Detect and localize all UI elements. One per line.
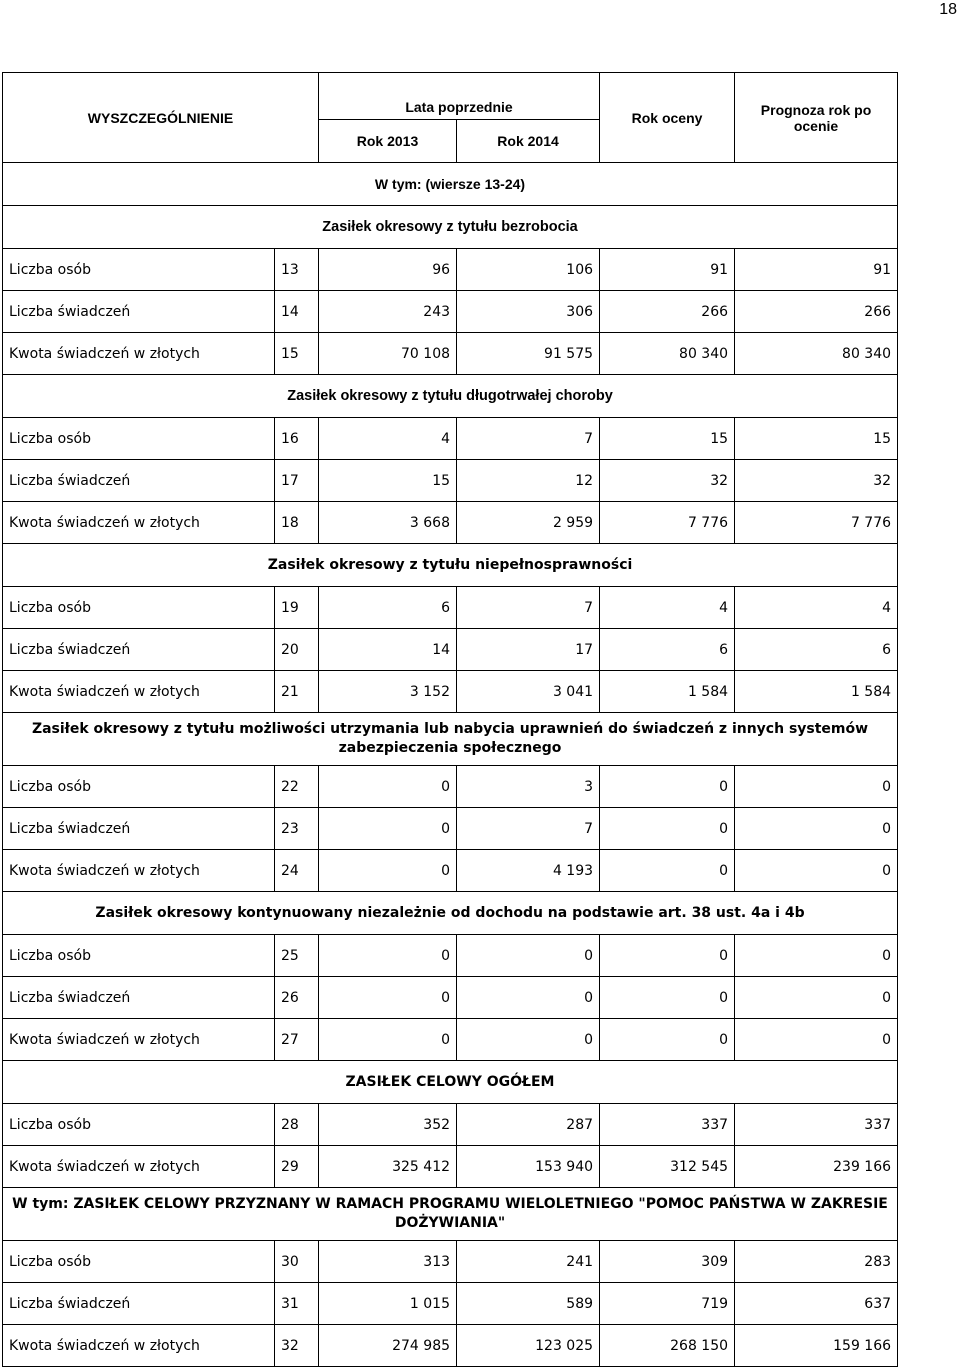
- table-row: [3, 1146, 898, 1188]
- value-2014: 306: [457, 291, 600, 333]
- value-2013: 325 412: [319, 1146, 457, 1188]
- row-number: 30: [275, 1241, 319, 1283]
- value-assessment-year: 15: [600, 418, 735, 460]
- row-number: 17: [275, 460, 319, 502]
- subheader-row: [3, 163, 898, 206]
- value-2014: 7: [457, 587, 600, 629]
- value-assessment-year: 0: [600, 977, 735, 1019]
- row-label: Kwota świadczeń w złotych: [3, 1325, 275, 1367]
- value-2013: 15: [319, 460, 457, 502]
- value-forecast: 4: [735, 587, 898, 629]
- row-number: 15: [275, 333, 319, 375]
- value-assessment-year: 6: [600, 629, 735, 671]
- row-number: 27: [275, 1019, 319, 1061]
- section-title: Zasiłek okresowy kontynuowany niezależnie od dochodu na podstawie art. 38 ust. 4a i 4b: [3, 892, 898, 935]
- section-title: Zasiłek okresowy z tytułu długotrwałej choroby: [3, 375, 898, 418]
- year-2014-header: Rok 2014: [457, 120, 600, 163]
- value-assessment-year: 719: [600, 1283, 735, 1325]
- forecast-header: Prognoza rok po ocenie: [735, 73, 898, 163]
- section-row: [3, 1061, 898, 1104]
- value-forecast: 0: [735, 977, 898, 1019]
- value-assessment-year: 4: [600, 587, 735, 629]
- table-row: [3, 1283, 898, 1325]
- row-label: Kwota świadczeń w złotych: [3, 502, 275, 544]
- section-title: Zasiłek okresowy z tytułu bezrobocia: [3, 206, 898, 249]
- row-label: Liczba osób: [3, 418, 275, 460]
- value-assessment-year: 1 584: [600, 671, 735, 713]
- row-label: Liczba świadczeń: [3, 808, 275, 850]
- value-2013: 274 985: [319, 1325, 457, 1367]
- row-label: Liczba świadczeń: [3, 1283, 275, 1325]
- value-2014: 123 025: [457, 1325, 600, 1367]
- section-title: Zasiłek okresowy z tytułu niepełnosprawności: [3, 544, 898, 587]
- section-row: [3, 375, 898, 418]
- table-row: [3, 935, 898, 977]
- value-2013: 96: [319, 249, 457, 291]
- value-assessment-year: 268 150: [600, 1325, 735, 1367]
- row-label: Liczba osób: [3, 587, 275, 629]
- table-row: [3, 1104, 898, 1146]
- section-title: Zasiłek okresowy z tytułu możliwości utrzymania lub nabycia uprawnień do świadczeń z innych systemów zabezpieczenia społecznego: [3, 713, 898, 766]
- value-assessment-year: 7 776: [600, 502, 735, 544]
- row-number: 25: [275, 935, 319, 977]
- value-2014: 241: [457, 1241, 600, 1283]
- value-2014: 0: [457, 977, 600, 1019]
- value-2013: 14: [319, 629, 457, 671]
- value-forecast: 0: [735, 808, 898, 850]
- table-row: [3, 977, 898, 1019]
- row-number: 22: [275, 766, 319, 808]
- value-2013: 0: [319, 1019, 457, 1061]
- value-forecast: 7 776: [735, 502, 898, 544]
- value-forecast: 266: [735, 291, 898, 333]
- value-2013: 3 668: [319, 502, 457, 544]
- value-2014: 91 575: [457, 333, 600, 375]
- table-row: [3, 291, 898, 333]
- value-2014: 287: [457, 1104, 600, 1146]
- value-2013: 0: [319, 935, 457, 977]
- section-row: [3, 1188, 898, 1241]
- subheader: W tym: (wiersze 13-24): [3, 163, 898, 206]
- value-assessment-year: 32: [600, 460, 735, 502]
- value-forecast: 337: [735, 1104, 898, 1146]
- row-number: 26: [275, 977, 319, 1019]
- value-forecast: 283: [735, 1241, 898, 1283]
- row-number: 29: [275, 1146, 319, 1188]
- value-assessment-year: 309: [600, 1241, 735, 1283]
- page-number: 18: [939, 1, 957, 18]
- value-forecast: 15: [735, 418, 898, 460]
- row-label: Liczba osób: [3, 935, 275, 977]
- assessment-year-header: Rok oceny: [600, 73, 735, 163]
- value-2013: 70 108: [319, 333, 457, 375]
- value-2014: 0: [457, 935, 600, 977]
- table-row: [3, 766, 898, 808]
- value-forecast: 0: [735, 935, 898, 977]
- value-2013: 352: [319, 1104, 457, 1146]
- row-label: Liczba świadczeń: [3, 629, 275, 671]
- value-2013: 3 152: [319, 671, 457, 713]
- section-title: ZASIŁEK CELOWY OGÓŁEM: [3, 1061, 898, 1104]
- row-label: Kwota świadczeń w złotych: [3, 1019, 275, 1061]
- table-row: [3, 850, 898, 892]
- value-forecast: 6: [735, 629, 898, 671]
- row-number: 23: [275, 808, 319, 850]
- row-number: 31: [275, 1283, 319, 1325]
- value-assessment-year: 312 545: [600, 1146, 735, 1188]
- value-forecast: 0: [735, 766, 898, 808]
- row-label: Liczba świadczeń: [3, 460, 275, 502]
- table-row: [3, 1325, 898, 1367]
- value-forecast: 0: [735, 850, 898, 892]
- row-number: 14: [275, 291, 319, 333]
- value-2013: 0: [319, 977, 457, 1019]
- value-2013: 1 015: [319, 1283, 457, 1325]
- row-number: 18: [275, 502, 319, 544]
- row-number: 16: [275, 418, 319, 460]
- value-forecast: 239 166: [735, 1146, 898, 1188]
- value-assessment-year: 0: [600, 935, 735, 977]
- row-number: 24: [275, 850, 319, 892]
- value-2014: 12: [457, 460, 600, 502]
- value-2014: 0: [457, 1019, 600, 1061]
- table-row: [3, 249, 898, 291]
- value-forecast: 159 166: [735, 1325, 898, 1367]
- value-2014: 7: [457, 808, 600, 850]
- row-label: Kwota świadczeń w złotych: [3, 850, 275, 892]
- value-forecast: 32: [735, 460, 898, 502]
- value-2014: 106: [457, 249, 600, 291]
- year-2013-header: Rok 2013: [319, 120, 457, 163]
- row-number: 28: [275, 1104, 319, 1146]
- value-assessment-year: 80 340: [600, 333, 735, 375]
- value-2013: 313: [319, 1241, 457, 1283]
- report-table-body: [3, 73, 898, 1367]
- value-forecast: 1 584: [735, 671, 898, 713]
- table-row: [3, 587, 898, 629]
- section-row: [3, 544, 898, 587]
- value-2014: 7: [457, 418, 600, 460]
- value-assessment-year: 0: [600, 850, 735, 892]
- row-label: Kwota świadczeń w złotych: [3, 333, 275, 375]
- value-assessment-year: 0: [600, 766, 735, 808]
- table-row: [3, 460, 898, 502]
- value-forecast: 80 340: [735, 333, 898, 375]
- table-row: [3, 333, 898, 375]
- value-forecast: 637: [735, 1283, 898, 1325]
- value-assessment-year: 0: [600, 808, 735, 850]
- header-row-top: [3, 73, 898, 120]
- value-assessment-year: 91: [600, 249, 735, 291]
- previous-years-header: Lata poprzednie: [319, 73, 600, 120]
- row-number: 13: [275, 249, 319, 291]
- section-title: W tym: ZASIŁEK CELOWY PRZYZNANY W RAMACH PROGRAMU WIELOLETNIEGO "POMOC PAŃSTWA W ZAKRESIE DOŻYWIANIA": [3, 1188, 898, 1241]
- value-2013: 4: [319, 418, 457, 460]
- value-assessment-year: 0: [600, 1019, 735, 1061]
- row-label: Liczba osób: [3, 1104, 275, 1146]
- value-2014: 2 959: [457, 502, 600, 544]
- table-row: [3, 808, 898, 850]
- section-row: [3, 206, 898, 249]
- description-header: WYSZCZEGÓLNIENIE: [3, 73, 319, 163]
- row-label: Kwota świadczeń w złotych: [3, 671, 275, 713]
- value-2014: 153 940: [457, 1146, 600, 1188]
- table-row: [3, 502, 898, 544]
- row-number: 19: [275, 587, 319, 629]
- value-assessment-year: 266: [600, 291, 735, 333]
- table-row: [3, 629, 898, 671]
- value-2013: 243: [319, 291, 457, 333]
- value-2014: 589: [457, 1283, 600, 1325]
- value-2013: 0: [319, 766, 457, 808]
- section-row: [3, 713, 898, 766]
- table-row: [3, 671, 898, 713]
- row-number: 20: [275, 629, 319, 671]
- value-2013: 0: [319, 808, 457, 850]
- row-label: Liczba świadczeń: [3, 977, 275, 1019]
- row-label: Liczba świadczeń: [3, 291, 275, 333]
- table-row: [3, 418, 898, 460]
- table-row: [3, 1241, 898, 1283]
- row-number: 21: [275, 671, 319, 713]
- row-number: 32: [275, 1325, 319, 1367]
- value-2014: 3: [457, 766, 600, 808]
- row-label: Kwota świadczeń w złotych: [3, 1146, 275, 1188]
- value-2014: 17: [457, 629, 600, 671]
- value-forecast: 0: [735, 1019, 898, 1061]
- row-label: Liczba osób: [3, 249, 275, 291]
- report-table: [2, 72, 898, 1367]
- value-2014: 3 041: [457, 671, 600, 713]
- value-forecast: 91: [735, 249, 898, 291]
- value-2013: 0: [319, 850, 457, 892]
- value-2014: 4 193: [457, 850, 600, 892]
- row-label: Liczba osób: [3, 766, 275, 808]
- value-2013: 6: [319, 587, 457, 629]
- table-row: [3, 1019, 898, 1061]
- section-row: [3, 892, 898, 935]
- row-label: Liczba osób: [3, 1241, 275, 1283]
- value-assessment-year: 337: [600, 1104, 735, 1146]
